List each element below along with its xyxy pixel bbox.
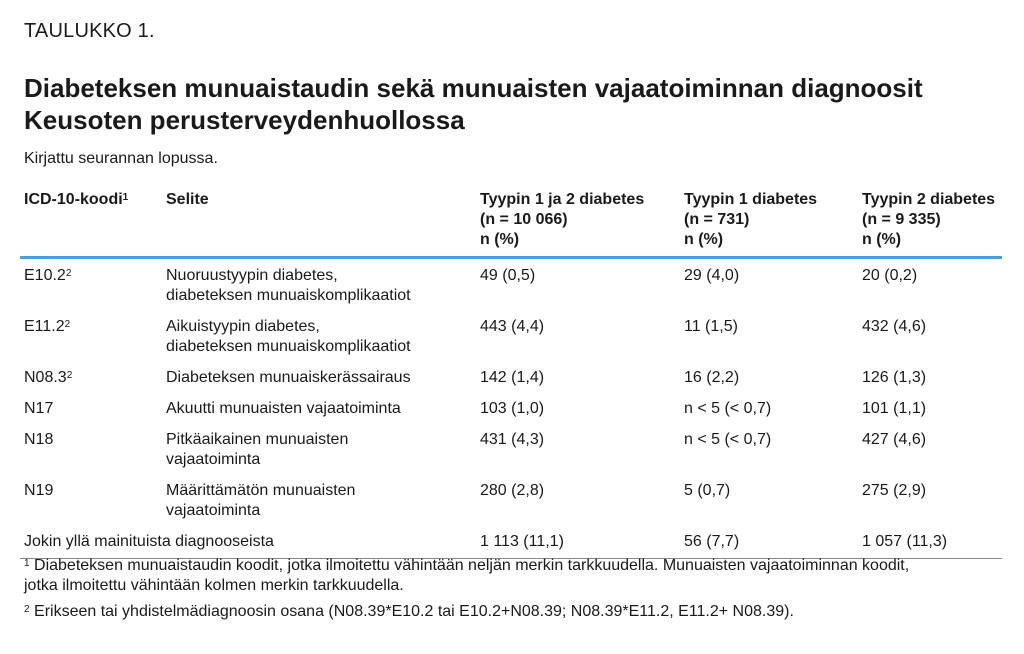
cell-code: E10.2$^2$ — [24, 267, 72, 284]
cell-v3: 432 (4,6) — [862, 318, 927, 335]
cell-code: N17 — [24, 400, 54, 417]
cell-v2: n < 5 (< 0,7) — [684, 400, 772, 417]
cell-code: N19 — [24, 482, 54, 499]
cell-v2: n < 5 (< 0,7) — [684, 431, 772, 448]
table-row — [20, 423, 1002, 474]
table-label: TAULUKKO 1. — [24, 20, 155, 42]
cell-code: N18 — [24, 431, 54, 448]
cell-code: N08.3$^2$ — [24, 369, 73, 386]
cell-desc: Määrittämätön munuaisten vajaatoiminta — [166, 482, 356, 519]
table-row — [20, 258, 1002, 311]
cell-v3: 275 (2,9) — [862, 482, 927, 499]
header-col1: Tyypin 1 ja 2 diabetes (n = 10 066) n (%) — [476, 188, 680, 258]
header-code: ICD-10-koodi$^1$ — [20, 188, 162, 258]
table-row — [20, 392, 1002, 423]
cell-v1: 103 (1,0) — [480, 400, 545, 417]
title-line-2: Keusoten perusterveydenhuollossa — [24, 105, 465, 135]
cell-desc: Diabeteksen munuaiskerässairaus — [166, 369, 411, 386]
cell-desc: Aikuistyypin diabetes, diabeteksen munuaiskomplikaatiot — [166, 318, 411, 355]
footnote-1: $^1$ Diabeteksen munuaistaudin koodit, jotka ilmoitettu vähintään neljän merkin tarkkuudella. Munuaisten vajaatoiminnan koodit, jotka ilmoitettu vähintään kolmen merkin tarkkuudella. — [24, 557, 910, 594]
footnotes — [24, 556, 1014, 628]
cell-v2: 5 (0,7) — [684, 482, 731, 499]
header-col3: Tyypin 2 diabetes (n = 9 335) n (%) — [858, 188, 1002, 258]
table-row — [20, 361, 1002, 392]
table-title — [24, 72, 984, 136]
cell-v3: 126 (1,3) — [862, 369, 927, 386]
cell-desc: Pitkäaikainen munuaisten vajaatoiminta — [166, 431, 349, 468]
cell-v2: 11 (1,5) — [684, 318, 738, 335]
total-v2: 56 (7,7) — [680, 525, 858, 559]
footnote-2: $^2$ Erikseen tai yhdistelmädiagnoosin osana (N08.39*E10.2 tai E10.2+N08.39; N08.39*E11.2, E11.2+ N08.39). — [24, 603, 794, 620]
cell-v1: 443 (4,4) — [480, 318, 545, 335]
total-v1: 1 113 (11,1) — [476, 525, 680, 559]
cell-v3: 101 (1,1) — [862, 400, 927, 417]
cell-v1: 280 (2,8) — [480, 482, 545, 499]
cell-v1: 431 (4,3) — [480, 431, 545, 448]
cell-v3: 427 (4,6) — [862, 431, 927, 448]
cell-v2: 29 (4,0) — [684, 267, 740, 284]
title-line-1: Diabeteksen munuaistaudin sekä munuaisten vajaatoiminnan diagnoosit — [24, 73, 923, 103]
table-subtitle: Kirjattu seurannan lopussa. — [24, 150, 218, 167]
cell-v2: 16 (2,2) — [684, 369, 740, 386]
cell-v1: 49 (0,5) — [480, 267, 536, 284]
cell-desc: Akuutti munuaisten vajaatoiminta — [166, 400, 401, 417]
cell-v3: 20 (0,2) — [862, 267, 918, 284]
total-row — [20, 525, 1002, 559]
total-v3: 1 057 (11,3) — [858, 525, 1002, 559]
cell-desc: Nuoruustyypin diabetes, diabeteksen munuaiskomplikaatiot — [166, 267, 411, 304]
table-row — [20, 474, 1002, 525]
total-label: Jokin yllä mainituista diagnooseista — [20, 525, 476, 559]
header-desc: Selite — [162, 188, 476, 258]
header-col2: Tyypin 1 diabetes (n = 731) n (%) — [680, 188, 858, 258]
cell-v1: 142 (1,4) — [480, 369, 545, 386]
data-table — [20, 188, 1002, 559]
table-row — [20, 310, 1002, 361]
cell-code: E11.2$^2$ — [24, 318, 71, 335]
header-row — [20, 188, 1002, 258]
